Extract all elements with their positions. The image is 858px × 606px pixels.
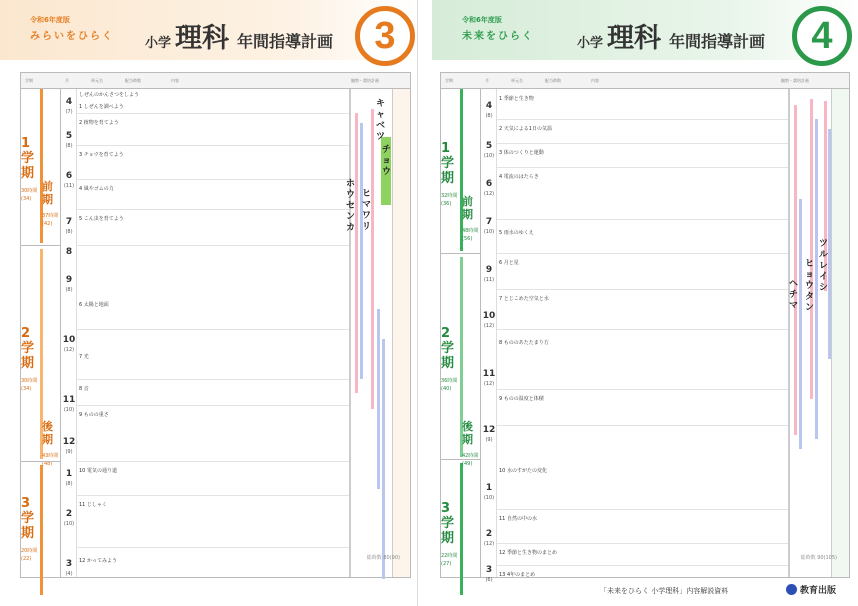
- term-1: 1学期 30時間(34): [21, 135, 38, 202]
- page-title: 小学 理科 年間指導計画: [577, 23, 766, 54]
- unit-name: 10 電気の通り道: [79, 468, 117, 474]
- grade-number-badge: 4: [792, 6, 852, 66]
- unit-name: 5 こん虫を育てよう: [79, 216, 124, 222]
- term-3: 3学期 22時間(27): [441, 500, 458, 567]
- month-label: 6 (12): [483, 179, 495, 197]
- semester-2: 後期 43時間(48): [42, 420, 59, 467]
- plant-label: ヘチマ: [788, 279, 798, 311]
- page-title: 小学 理科 年間指導計画: [145, 23, 334, 54]
- grade3-plan-page: [0, 0, 418, 606]
- term-2: 2学期 36時間(40): [441, 325, 458, 392]
- unit-name: 2 植物を育てよう: [79, 120, 119, 126]
- observation-column: [789, 89, 831, 577]
- unit-name: 7 とじこめた空気と水: [499, 296, 549, 302]
- month-label: 7 (8): [65, 217, 73, 235]
- unit-name: 12 季節と生き物のまとめ: [499, 550, 557, 556]
- month-label: 7 (10): [483, 217, 495, 235]
- publisher-logo: 教育出版: [786, 583, 836, 596]
- semester-1: 前期 37時間(42): [42, 180, 59, 227]
- term-2: 2学期 30時間(34): [21, 325, 38, 392]
- term-column: [441, 89, 481, 577]
- plan-table: [440, 72, 850, 583]
- term-1: 1学期 32時間(36): [441, 140, 458, 207]
- month-label: 5 (8): [65, 131, 73, 149]
- month-index-column: [392, 89, 410, 577]
- term-column: [21, 89, 61, 577]
- month-label: 10 (12): [62, 335, 76, 353]
- month-label: 1 (8): [65, 469, 73, 487]
- month-label: 9 (8): [65, 275, 73, 293]
- plant-label: ツルレイシ: [818, 239, 828, 293]
- unit-rows: [77, 89, 350, 577]
- grade4-plan-page: [432, 0, 858, 606]
- month-label: 9 (11): [483, 265, 495, 283]
- unit-name: 11 自然の中の水: [499, 516, 537, 522]
- unit-name: 2 天気による1日の気温: [499, 126, 552, 132]
- month-column: [481, 89, 497, 583]
- table-header: 学期 月 単元名 配当時数 内容 観察・栽培計画: [21, 73, 410, 89]
- plant-label: ホウセンカ: [345, 179, 355, 233]
- table-header: 学期 月 単元名 配当時数 内容 観察・栽培計画: [441, 73, 849, 89]
- unit-name: 3 体のつくりと運動: [499, 150, 544, 156]
- page-banner: [0, 0, 417, 60]
- month-label: 11 (10): [62, 395, 76, 413]
- series-name: みらいをひらく: [30, 31, 114, 42]
- unit-name: 1 しぜんを調べよう: [79, 104, 124, 110]
- month-label: 12 (9): [62, 437, 76, 455]
- month-label: 1 (10): [483, 483, 495, 501]
- unit-name: 3 チョウを育てよう: [79, 152, 124, 158]
- unit-name: 9 ものの重さ: [79, 412, 109, 418]
- month-index-column: [831, 89, 849, 577]
- unit-name: 4 電流のはたらき: [499, 174, 539, 180]
- unit-name: 10 水のすがたの変化: [499, 468, 547, 474]
- month-label: 2 (12): [483, 529, 495, 547]
- plant-label: キャベツ: [375, 99, 385, 142]
- semester-1: 前期 48時間(56): [462, 195, 479, 242]
- semester-2: 後期 42時間(49): [462, 420, 479, 467]
- unit-name: 9 ものの温度と体積: [499, 396, 544, 402]
- plan-table: [20, 72, 411, 578]
- month-label: 3 (4): [65, 559, 73, 577]
- document-caption: 「未来をひらく 小学理科」内容解説資料: [600, 587, 729, 595]
- unit-name: 11 じしゃく: [79, 502, 107, 508]
- total-hours: 総時数 80(90): [366, 555, 400, 561]
- observation-column: [345, 89, 392, 577]
- month-column: [61, 89, 77, 577]
- unit-rows: [497, 89, 789, 577]
- month-label: 4 (8): [485, 101, 493, 119]
- month-label: 6 (11): [63, 171, 75, 189]
- series-name: 未来をひらく: [462, 31, 534, 42]
- edition-label: 令和6年度版: [462, 16, 502, 24]
- unit-name: 6 太陽と地面: [79, 302, 109, 308]
- month-label: 11 (12): [482, 369, 496, 387]
- month-label: 3 (6): [485, 565, 493, 583]
- unit-name: しぜんのかんさつをしよう: [79, 92, 140, 98]
- unit-name: 5 雨水のゆくえ: [499, 230, 534, 236]
- total-hours: 総時数 90(105): [800, 555, 837, 561]
- grade-number-badge: 3: [355, 6, 415, 66]
- month-label: 2 (10): [63, 509, 75, 527]
- plant-label: ヒマワリ: [361, 189, 371, 232]
- month-label: 8: [65, 247, 73, 257]
- edition-label: 令和6年度版: [30, 16, 70, 24]
- unit-name: 8 もののあたたまり方: [499, 340, 549, 346]
- page-banner: [432, 0, 858, 60]
- month-label: 12 (9): [482, 425, 496, 443]
- unit-name: 6 月と星: [499, 260, 519, 266]
- unit-name: 13 4年のまとめ: [499, 572, 536, 578]
- plant-label: ヒョウタン: [804, 259, 814, 313]
- month-label: 5 (10): [483, 141, 495, 159]
- month-label: 10 (12): [482, 311, 496, 329]
- unit-name: 1 季節と生き物: [499, 96, 534, 102]
- plant-label: チョウ: [381, 145, 391, 177]
- unit-name: 4 風やゴムの力: [79, 186, 114, 192]
- publisher-mark-icon: [786, 584, 797, 595]
- unit-name: 12 かってみよう: [79, 558, 117, 564]
- unit-name: 7 光: [79, 354, 89, 360]
- unit-name: 8 音: [79, 386, 89, 392]
- term-3: 3学期 20時間(22): [21, 495, 38, 562]
- month-label: 4 (7): [65, 97, 73, 115]
